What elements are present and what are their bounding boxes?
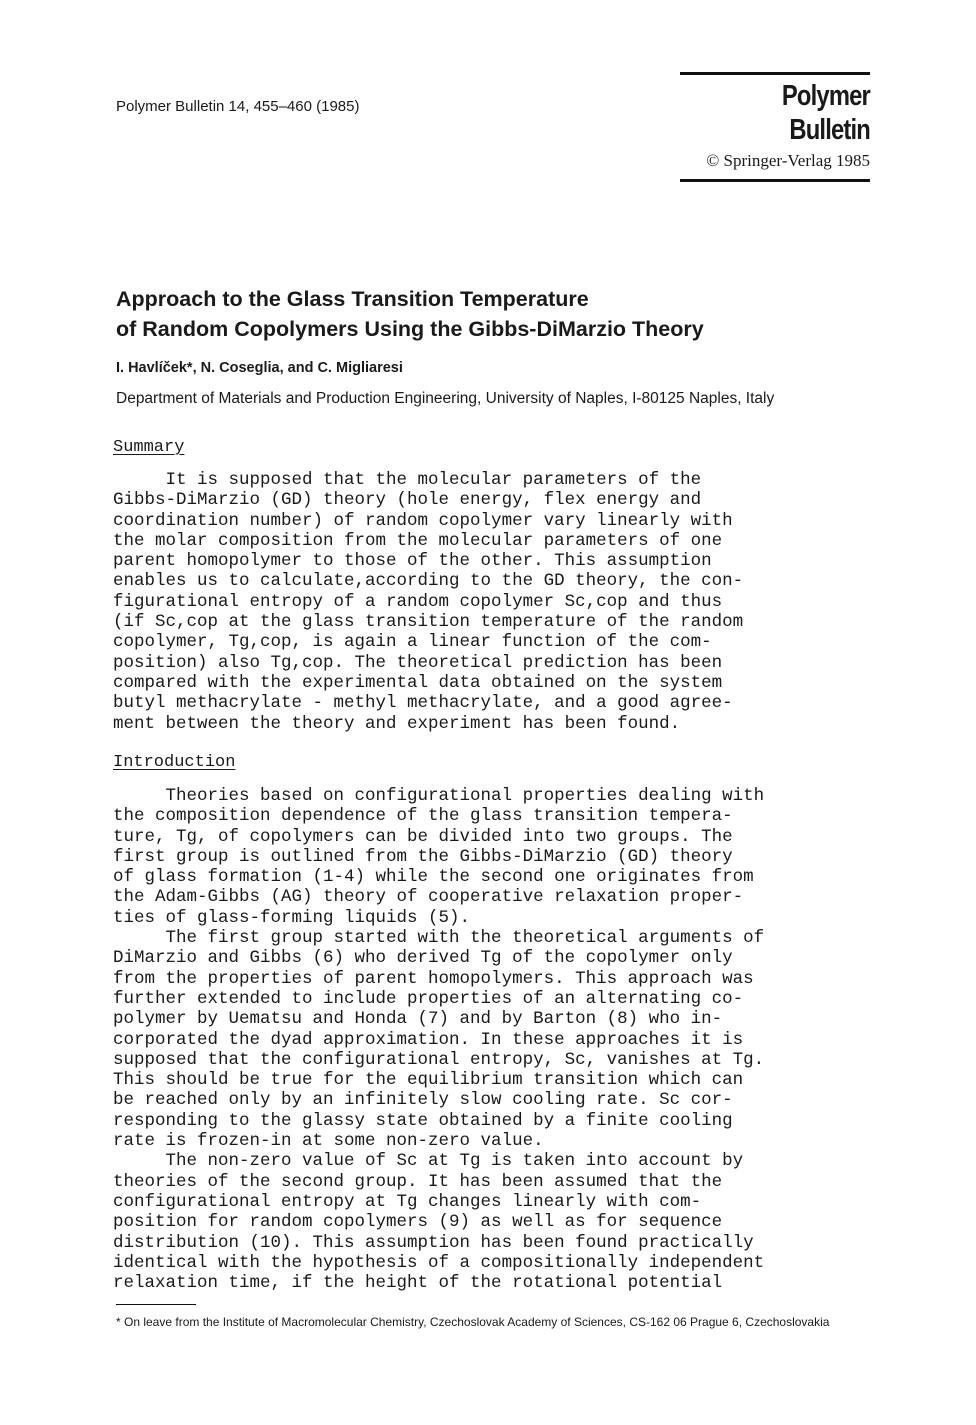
- journal-brand-box: [680, 72, 870, 182]
- author-affiliation: Department of Materials and Production Engineering, University of Naples, I-80125 Naples, Italy: [116, 390, 775, 407]
- brand-top-rule: [680, 72, 870, 75]
- article-title: [116, 284, 876, 344]
- journal-name: Polymer Bulletin: [781, 80, 870, 146]
- journal-citation: Polymer Bulletin 14, 455–460 (1985): [116, 98, 360, 115]
- author-list: I. Havlíček*, N. Coseglia, and C. Migliaresi: [116, 360, 403, 376]
- author-footnote: * On leave from the Institute of Macromolecular Chemistry, Czechoslovak Academy of Sciences, CS-162 06 Prague 6, Czechoslovakia: [116, 1315, 830, 1329]
- introduction-body: Theories based on configurational properties dealing with the composition dependence of the glass transition tempera- ture, Tg, of copolymers can be divided into two groups. The first group is outlined from the Gibbs-DiMarzio (GD) theory of glass formation (1-4) while the second one originates from the Adam-Gibbs (AG) theory of cooperative relaxation proper- ties of glass-forming liquids (5). The first group started with the theoretical arguments of DiMarzio and Gibbs (6) who derived Tg of the copolymer only from the properties of parent homopolymers. This approach was further extended to include properties of an alternating co- polymer by Uematsu and Honda (7) and by Barton (8) who in- corporated the dyad approximation. In these approaches it is supposed that the configurational entropy, Sc, vanishes at Tg. This should be true for the equilibrium transition which can be reached only by an infinitely slow cooling rate. Sc cor- responding to the glassy state obtained by a finite cooling rate is frozen-in at some non-zero value. The non-zero value of Sc at Tg is taken into account by theories of the second group. It has been assumed that the configurational entropy at Tg changes linearly with com- position for random copolymers (9) as well as for sequence distribution (10). This assumption has been found practically identical with the hypothesis of a compositionally independent relaxation time, if the height of the rotational potential: [113, 786, 765, 1294]
- footnote-separator: [116, 1304, 196, 1305]
- article-title-line-2: of Random Copolymers Using the Gibbs-DiMarzio Theory: [116, 317, 704, 341]
- copyright-notice: © Springer-Verlag 1985: [706, 151, 870, 170]
- brand-bottom-rule: [680, 179, 870, 182]
- summary-heading: Summary: [113, 438, 185, 457]
- introduction-heading: Introduction: [113, 753, 236, 772]
- article-title-line-1: Approach to the Glass Transition Temperature: [116, 287, 589, 311]
- summary-body: It is supposed that the molecular parameters of the Gibbs-DiMarzio (GD) theory (hole energy, flex energy and coordination number) of random copolymer vary linearly with the molar composition from the molecular parameters of one parent homopolymer to those of the other. This assumption enables us to calculate,according to the GD theory, the con- figurational entropy of a random copolymer Sc,cop and thus (if Sc,cop at the glass transition temperature of the random copolymer, Tg,cop, is again a linear function of the com- position) also Tg,cop. The theoretical prediction has been compared with the experimental data obtained on the system butyl methacrylate - methyl methacrylate, and a good agree- ment between the theory and experiment has been found.: [113, 470, 744, 734]
